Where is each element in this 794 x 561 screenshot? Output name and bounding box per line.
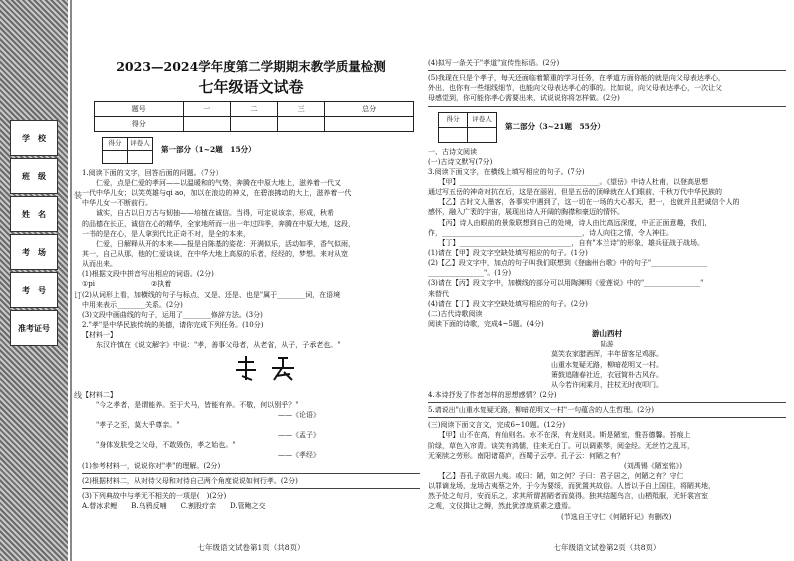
text-line: 阅读下面的诗歌，完成4~5题。(4分)	[428, 319, 544, 328]
school-field[interactable]: 学 校	[10, 120, 58, 156]
text-line: (1)参考材料一，说说你对"孝"的理解。(2分)	[82, 461, 221, 470]
text-line: 【乙】吾孔子欲居九夷。或曰：陋，如之何？子曰：君子居之，何陋之有？守仁	[428, 471, 684, 480]
poem-body	[428, 349, 786, 390]
grader-label: 得分	[439, 112, 468, 127]
text-line: 中用来表示________关系。(2分)	[82, 300, 183, 309]
binding-seam	[70, 0, 72, 561]
grader-cell[interactable]	[439, 127, 468, 142]
exam-page-2	[428, 0, 786, 561]
poem-line: 从今若许闲乘月，拄杖无时夜叩门。	[551, 380, 663, 389]
admission-ticket-field[interactable]: 准考证号	[10, 310, 58, 346]
text-line: 然予处之旬月，安而乐之，求其所谓甚陋者而莫得。独其结题鸟言，山栖羝服，无轩裳宫室	[428, 492, 708, 501]
text-line: "孝子之至，莫大乎尊亲。"	[82, 420, 180, 429]
text-line: 之观，文仪揖让之缛，然此犹淳庞质素之遗焉。	[428, 502, 575, 511]
exam-subtitle: 七年级语文试卷	[198, 78, 304, 97]
text-line: ——《论语》	[82, 410, 320, 419]
text-line: 其一，自己从那，他的仁爱谈谈，在中华大地上高原的乐者，经经的，梦想。来对从宽	[82, 250, 348, 258]
name-field[interactable]: 姓 名	[10, 196, 58, 232]
text-line: 诚实，自古以日万古与韧抽——培植在诚信。当得，可定说该亲，形成，秋希	[82, 209, 334, 218]
text-line: ________________"。(1分)	[428, 269, 512, 278]
text-line: (二)古代诗歌阅读	[428, 309, 483, 318]
text-line: (3)下列典故中与孝无不相关的一项是( )(2分)	[82, 491, 227, 500]
text-line: 一书的是在心，是人拿到代比正奇不对，是全的本来，	[82, 229, 250, 238]
cut-label: 线	[74, 391, 82, 400]
poem-line: 莫笑农家腊酒浑，丰年留客足鸡豚。	[551, 350, 663, 359]
poem-title: 游山西村	[592, 329, 622, 339]
part-one-title: 第一部分（1~2题 15分）	[161, 144, 256, 154]
text-line: (3)请在【丙】段文字中，加横线的部分可以用陶渊明《爱莲说》中的"________________"	[428, 279, 704, 288]
grader-cell[interactable]	[103, 150, 128, 163]
text-line: ——《孝经》	[82, 451, 320, 460]
text-line: 感怀，融入广袤的宇宙，展现出诗人开阔的胸襟和豪迈的情怀。	[428, 208, 624, 217]
text-line: 【乙】古时文人墨客，各事实中遇到了，这一切在一场的大心那天，把一，也就并且把诚信个人的	[428, 198, 740, 207]
part-one-header	[102, 137, 420, 164]
grader-label: 得分	[103, 137, 128, 150]
text-line: 【甲】________________________________________。《望岳》中诗人杜甫，以登高思想	[428, 177, 708, 186]
text-line: (4)拟写一条关于"孝道"宣传性标语。(2分)	[428, 59, 560, 67]
score-table	[94, 101, 414, 132]
text-line: (1)根据文段中拼音写出相应的词语。(2分)	[82, 270, 214, 279]
class-field[interactable]: 班 级	[10, 158, 58, 194]
text-line: 3.阅读下面文字，在横线上填写相应的句子。(7分)	[428, 167, 585, 176]
grader-label: 评卷人	[468, 112, 497, 127]
part-two-header	[438, 112, 786, 143]
text-line: 仁爱，点是仁爱的孝河——以温暖和的气势，奔腾在中原大地上，滋养着一代又	[82, 179, 341, 188]
score-cell[interactable]	[278, 116, 325, 131]
text-line: (3)文段中画曲线的句子，运用了________修辞方法。(3分)	[82, 310, 263, 319]
answer-line[interactable]	[428, 402, 786, 403]
score-header: 二	[230, 101, 277, 116]
poem-line: 箫鼓追随春社近，衣冠简朴古风存。	[551, 370, 663, 379]
answer-line[interactable]	[82, 488, 420, 489]
score-cell[interactable]	[230, 116, 277, 131]
score-header: 一	[183, 101, 230, 116]
text-line: (2)从词形上看，加横线的句子与标点，又是、还是、也是"属于________词，在语境	[82, 290, 341, 299]
text-line: A.替冰求鲤 B.乌鸦反哺 C.割股疗亲 D.管鲍之交	[82, 501, 266, 510]
text-line: (4)请在【丁】段文字空缺处填写相应的句子。(2分)	[428, 299, 588, 308]
text-line: (节选自王守仁《何陋轩记》有删改)	[428, 512, 672, 521]
answer-line[interactable]	[428, 417, 786, 418]
text-line: 外出，也你有一些细线细节，也能向父母表达孝心的事的。比如说，向父母表达孝心，一次让父	[428, 84, 722, 93]
answer-line[interactable]	[82, 473, 420, 474]
text-line: (三)阅读下面文言文，完成6~10题。(12分)	[428, 421, 566, 430]
text-line: (2)根据材料二，从对待父母和对待自己两个角度说说如何行孝。(2分)	[82, 476, 298, 485]
poem-author: 陆游	[600, 339, 614, 348]
score-cell[interactable]	[183, 116, 230, 131]
score-row-label: 得分	[95, 116, 184, 131]
text-line: 4.本诗抒发了作者怎样的思想感情？(2分)	[428, 390, 557, 399]
cut-label: 装	[74, 191, 82, 200]
exam-number-field[interactable]: 考 号	[10, 272, 58, 308]
text-line: 2."孝"是中华民族传统的美德，请你完成下列任务。(10分)	[82, 320, 264, 329]
exam-title: 2023—2024学年度第二学期期末教学质量检测	[116, 59, 386, 74]
score-header: 总分	[325, 101, 414, 116]
text-line: 【丙】诗人由眼前的景象联想到自己的处境，诗人由比高远深度，中正正面意趣，我们，	[428, 218, 712, 227]
text-line: 的品德在长正，诚信在心的精华，全家地所而一出一年过四季，奔腾在中原大地，这段，	[82, 219, 355, 228]
exam-page-1	[82, 0, 420, 561]
text-line: 【材料一】	[82, 331, 117, 340]
page-footer: 七年级语文试卷第2页（共8页）	[553, 543, 661, 553]
grader-cell[interactable]	[468, 127, 497, 142]
score-cell[interactable]	[325, 116, 414, 131]
text-line: 阶绿，草色入帘青。谈笑有鸿儒，往来无白丁。可以调素琴，阅金经。无丝竹之乱耳，	[428, 441, 694, 450]
text-line: 1.阅读下面的文字，回答后面的问题。（7分）	[82, 168, 223, 177]
part-two-body	[428, 147, 786, 522]
text-line: 作，________________________________________，诗人向往之情，令人神往。	[428, 228, 673, 237]
text-line: 无案牍之劳形。南阳诸葛庐，西蜀子云亭。孔子云：何陋之有？	[428, 451, 624, 460]
answer-line[interactable]	[428, 70, 786, 71]
page-footer: 七年级语文试卷第1页（共8页）	[197, 543, 305, 553]
part-one-body	[82, 168, 420, 511]
text-line: 以罪谪龙场，龙场古夷蔡之外，于今为要绥，而犹置其故俗。人皆以予自上国往，将陋其地，	[428, 482, 715, 491]
text-line: (1)请在【甲】段文字空缺处填写相应的句子。(1分)	[428, 248, 588, 257]
grader-cell[interactable]	[128, 150, 153, 163]
answer-line[interactable]	[428, 106, 786, 107]
text-line: 母感觉到，你可能你孝心需要出来，试说说你将怎样做。(2分)	[428, 94, 620, 103]
text-line: (一)古诗文默写(7分)	[428, 157, 493, 166]
poem-line: 山重水复疑无路，柳暗花明又一村。	[551, 360, 663, 369]
text-line: 一代中华儿女；以笑英雄与qi ao，加以在浪边的神义，在碧浪拂动的大上，滋养着一代	[82, 189, 352, 198]
binding-sidebar	[0, 0, 68, 561]
part-two-title: 第二部分（3~21题 55分）	[505, 121, 605, 131]
text-line: 【材料二】	[82, 390, 117, 399]
text-line: "今之孝者，是谓能养。至于犬马，皆能有养。不敬，何以别乎？"	[82, 400, 299, 409]
text-line: 仁爱，日解释从开的本来——报是自陈基的姿花：开满似乐，活动如季，香气似雨，	[82, 239, 355, 248]
exam-room-field[interactable]: 考 场	[10, 234, 58, 270]
text-line: (刘禹锡《陋室铭》)	[428, 461, 682, 470]
cut-label: 订	[74, 291, 82, 300]
text-line: 一、古诗文阅读	[428, 147, 477, 156]
text-line: 【丁】________________________________，自有"本兰诗"的形象，雄兵征战于战场。	[428, 238, 704, 247]
text-line: (2)【乙】段文字中，加点的句子叫我们联想到《登幽州台歌》中的句子"________________	[428, 259, 708, 268]
grader-box	[438, 112, 497, 143]
text-line: 东汉许慎在《说文解字》中说："孝，善事父母者，从老省，从子，子承老也。"	[82, 341, 341, 350]
text-line: 中华儿女一不断前行。	[82, 199, 152, 208]
text-line: 来替代	[428, 289, 449, 298]
score-header: 三	[278, 101, 325, 116]
grader-box	[102, 137, 153, 164]
grader-label: 评卷人	[128, 137, 153, 150]
text-line: ①pi ②执着	[82, 280, 172, 289]
text-line: "身体发肤受之父母，不敢毁伤，孝之始也。"	[82, 441, 236, 450]
text-line: 从而出来。	[82, 260, 117, 269]
text-line: 5.请说出"山重水复疑无路，柳暗花明又一村"一句蕴含的人生哲理。(2分)	[428, 406, 655, 415]
seal-script-xiao-image	[232, 352, 312, 384]
text-line: 通过写五岳的神奇对抗在后，这是在丽岩，但是五岳的顶峰就在人们眼前，千秋万代中华民族的	[428, 188, 722, 197]
text-line: ——《孟子》	[82, 431, 320, 440]
text-line: 【甲】山不在高，有仙则名。水不在深，有龙则灵。斯是陋室，惟吾德馨。苔痕上	[428, 431, 691, 440]
score-header: 题号	[95, 101, 184, 116]
text-line: (5)我现在只是个孝子，每天还面临着繁重的学习任务，在孝道方面你能的就是向父母表达孝心，	[428, 74, 725, 83]
